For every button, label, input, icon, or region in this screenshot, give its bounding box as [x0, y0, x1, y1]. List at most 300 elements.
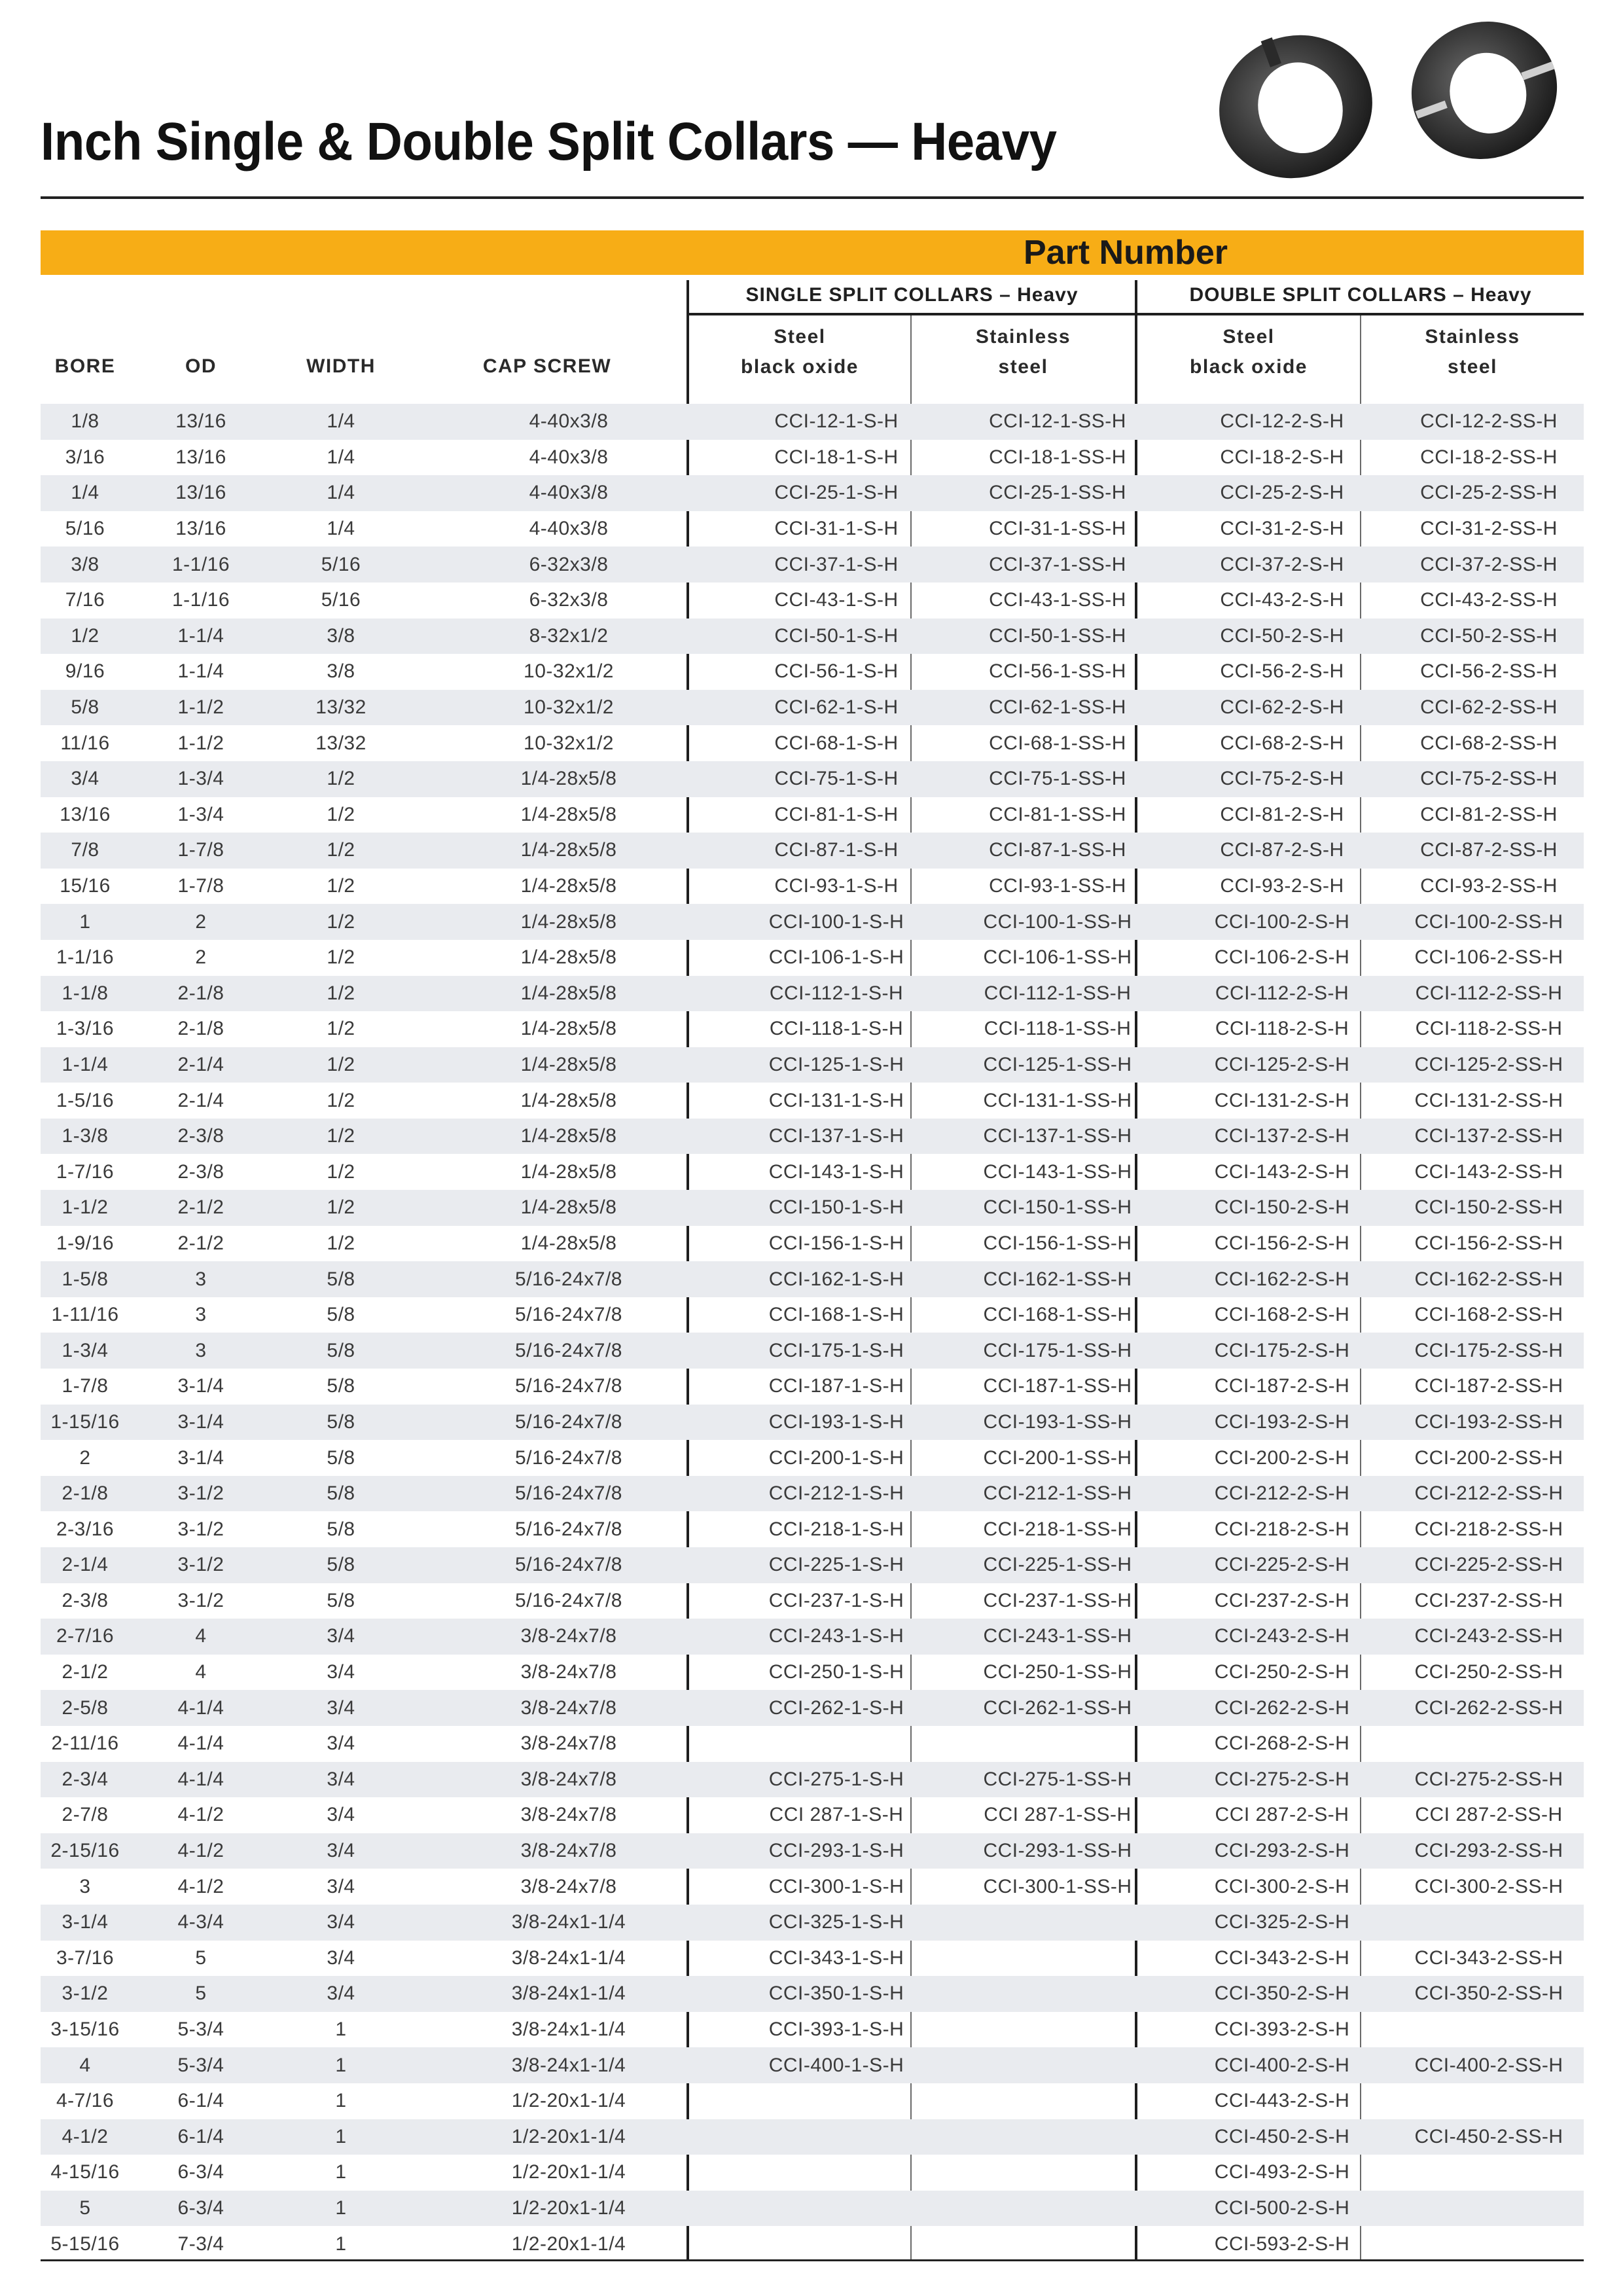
cell-single-steel: CCI-243-1-S-H — [768, 1625, 904, 1647]
cell-od: 2-3/8 — [177, 1125, 224, 1147]
cell-od: 13/16 — [175, 482, 226, 504]
cell-bore: 2-1/2 — [62, 1661, 109, 1683]
cell-width: 1/2 — [327, 946, 355, 969]
cell-width: 1/2 — [327, 1125, 355, 1147]
cell-double-stainless: CCI-200-2-SS-H — [1414, 1446, 1563, 1469]
cell-single-steel: CCI-18-1-S-H — [774, 446, 899, 468]
cell-double-stainless: CCI-50-2-SS-H — [1420, 624, 1558, 647]
cell-od: 5-3/4 — [177, 2018, 224, 2041]
cell-cap-screw: 1/4-28x5/8 — [520, 1125, 617, 1147]
cell-single-stainless: CCI-300-1-SS-H — [983, 1875, 1132, 1897]
cell-double-steel: CCI-112-2-S-H — [1215, 982, 1349, 1004]
cell-bore: 2-7/8 — [62, 1804, 109, 1826]
cell-bore: 1-15/16 — [50, 1410, 120, 1433]
col-header-bore: BORE — [54, 355, 116, 377]
col-header-od: OD — [185, 355, 217, 377]
cell-double-stainless: CCI-237-2-SS-H — [1414, 1589, 1563, 1611]
table-row — [41, 904, 1584, 940]
cell-cap-screw: 5/16-24x7/8 — [515, 1304, 622, 1326]
cell-double-steel: CCI-156-2-S-H — [1214, 1232, 1350, 1254]
cell-bore: 1-1/8 — [62, 982, 109, 1004]
cell-width: 5/8 — [327, 1304, 355, 1326]
cell-od: 7-3/4 — [177, 2233, 224, 2255]
cell-width: 1/4 — [327, 482, 355, 504]
cell-single-steel: CCI-68-1-S-H — [774, 732, 899, 754]
cell-double-steel: CCI-250-2-S-H — [1214, 1661, 1350, 1683]
cell-single-steel: CCI-293-1-S-H — [768, 1840, 904, 1862]
cell-od: 4-1/4 — [177, 1732, 224, 1755]
cell-single-stainless: CCI-150-1-SS-H — [983, 1196, 1132, 1219]
cell-cap-screw: 4-40x3/8 — [529, 482, 609, 504]
cell-single-steel: CCI-400-1-S-H — [768, 2054, 904, 2076]
cell-double-stainless: CCI-56-2-SS-H — [1420, 660, 1558, 683]
cell-width: 3/8 — [327, 624, 355, 647]
cell-width: 5/8 — [327, 1554, 355, 1576]
table-row — [41, 1011, 1584, 1047]
cell-cap-screw: 1/4-28x5/8 — [520, 1160, 617, 1183]
cell-width: 1/4 — [327, 518, 355, 540]
cell-bore: 1-1/4 — [62, 1053, 109, 1075]
cell-cap-screw: 1/2-20x1-1/4 — [511, 2125, 626, 2147]
cell-od: 3-1/2 — [177, 1554, 224, 1576]
table-row — [41, 833, 1584, 869]
cell-cap-screw: 4-40x3/8 — [529, 446, 609, 468]
col-header-cap-screw: CAP SCREW — [482, 355, 612, 377]
table-row — [41, 1511, 1584, 1547]
cell-single-steel: CCI-250-1-S-H — [768, 1661, 904, 1683]
cell-bore: 7/8 — [71, 839, 99, 861]
cell-single-stainless: CCI-31-1-SS-H — [989, 518, 1126, 540]
cell-od: 1-1/16 — [171, 589, 230, 611]
cell-od: 4-1/4 — [177, 1696, 224, 1719]
cell-cap-screw: 1/4-28x5/8 — [520, 1053, 617, 1075]
cell-single-stainless: CCI-18-1-SS-H — [989, 446, 1126, 468]
cell-single-steel: CCI-162-1-S-H — [768, 1268, 904, 1290]
cell-width: 1/2 — [327, 1232, 355, 1254]
cell-od: 3 — [195, 1268, 207, 1290]
cell-width: 1/2 — [327, 1160, 355, 1183]
table-row — [41, 1619, 1584, 1655]
cell-cap-screw: 1/4-28x5/8 — [520, 875, 617, 897]
cell-width: 3/4 — [327, 1625, 355, 1647]
cell-single-steel: CCI-187-1-S-H — [768, 1375, 904, 1397]
table-row — [41, 1976, 1584, 2012]
cell-single-stainless: CCI-243-1-SS-H — [983, 1625, 1132, 1647]
cell-cap-screw: 3/8-24x1-1/4 — [511, 1946, 626, 1969]
cell-single-stainless: CCI-237-1-SS-H — [983, 1589, 1132, 1611]
cell-double-steel: CCI-212-2-S-H — [1214, 1482, 1350, 1505]
cell-cap-screw: 1/4-28x5/8 — [520, 839, 617, 861]
cell-single-steel: CCI-100-1-S-H — [768, 910, 904, 933]
cell-double-steel: CCI-218-2-S-H — [1214, 1518, 1350, 1540]
cell-bore: 3-7/16 — [56, 1946, 115, 1969]
cell-double-steel: CCI-62-2-S-H — [1220, 696, 1344, 719]
cell-od: 3 — [195, 1339, 207, 1361]
cell-od: 13/16 — [175, 518, 226, 540]
cell-width: 3/8 — [327, 660, 355, 683]
cell-double-steel: CCI-225-2-S-H — [1214, 1554, 1350, 1576]
cell-od: 4-1/2 — [177, 1840, 224, 1862]
cell-od: 1-1/4 — [177, 660, 224, 683]
cell-double-steel: CCI-350-2-S-H — [1214, 1982, 1350, 2005]
table-row — [41, 1369, 1584, 1405]
cell-double-stainless: CCI-43-2-SS-H — [1420, 589, 1558, 611]
cell-double-steel: CCI-493-2-S-H — [1214, 2161, 1350, 2183]
double-stainless-line2: steel — [1448, 356, 1497, 378]
cell-od: 1-3/4 — [177, 768, 224, 790]
cell-od: 3-1/2 — [177, 1589, 224, 1611]
cell-double-stainless: CCI-106-2-SS-H — [1414, 946, 1563, 969]
cell-single-stainless: CCI-112-1-SS-H — [984, 982, 1132, 1004]
table-row — [41, 1333, 1584, 1369]
cell-single-steel: CCI-75-1-S-H — [774, 768, 899, 790]
cell-width: 3/4 — [327, 1696, 355, 1719]
cell-od: 6-3/4 — [177, 2161, 224, 2183]
cell-bore: 4-1/2 — [62, 2125, 109, 2147]
table-row — [41, 940, 1584, 976]
cell-cap-screw: 5/16-24x7/8 — [515, 1589, 622, 1611]
cell-single-stainless: CCI-106-1-SS-H — [983, 946, 1132, 969]
cell-od: 2-1/4 — [177, 1053, 224, 1075]
cell-double-stainless: CCI-118-2-SS-H — [1415, 1018, 1563, 1040]
cell-width: 1 — [335, 2197, 347, 2219]
cell-double-steel: CCI-237-2-S-H — [1214, 1589, 1350, 1611]
cell-bore: 1-9/16 — [56, 1232, 115, 1254]
cell-bore: 1/2 — [71, 624, 99, 647]
table-row — [41, 440, 1584, 476]
cell-od: 5 — [195, 1946, 207, 1969]
cell-double-stainless: CCI-400-2-SS-H — [1414, 2054, 1563, 2076]
cell-double-stainless: CCI-131-2-SS-H — [1414, 1089, 1563, 1111]
cell-double-stainless: CCI-150-2-SS-H — [1414, 1196, 1563, 1219]
table-row — [41, 1261, 1584, 1297]
cell-double-steel: CCI-37-2-S-H — [1220, 553, 1344, 575]
cell-double-steel: CCI-12-2-S-H — [1220, 410, 1344, 433]
cell-single-stainless: CCI-193-1-SS-H — [983, 1410, 1132, 1433]
cell-od: 6-1/4 — [177, 2125, 224, 2147]
double-collar-image — [1392, 12, 1577, 179]
cell-double-stainless: CCI-162-2-SS-H — [1414, 1268, 1563, 1290]
double-steel-line2: black oxide — [1190, 356, 1308, 378]
table-row — [41, 2012, 1584, 2048]
cell-bore: 11/16 — [60, 732, 110, 754]
cell-bore: 3-1/4 — [62, 1911, 109, 1933]
cell-double-steel: CCI-325-2-S-H — [1214, 1911, 1350, 1933]
cell-bore: 2-15/16 — [50, 1840, 120, 1862]
cell-double-steel: CCI-593-2-S-H — [1214, 2233, 1350, 2255]
cell-single-stainless: CCI-131-1-SS-H — [983, 1089, 1132, 1111]
cell-double-stainless: CCI-125-2-SS-H — [1414, 1053, 1563, 1075]
cell-od: 1-1/2 — [177, 696, 224, 719]
cell-cap-screw: 8-32x1/2 — [529, 624, 609, 647]
cell-single-steel: CCI-81-1-S-H — [774, 803, 899, 825]
cell-single-stainless: CCI-125-1-SS-H — [983, 1053, 1132, 1075]
cell-width: 3/4 — [327, 1661, 355, 1683]
cell-single-steel: CCI-118-1-S-H — [769, 1018, 904, 1040]
cell-single-stainless: CCI-212-1-SS-H — [983, 1482, 1132, 1505]
cell-double-steel: CCI-125-2-S-H — [1214, 1053, 1350, 1075]
cell-cap-screw: 3/8-24x7/8 — [520, 1875, 617, 1897]
cell-od: 2 — [195, 910, 207, 933]
cell-bore: 1-3/4 — [62, 1339, 109, 1361]
group-header-rule — [687, 313, 1584, 315]
collar-table-body — [41, 404, 1584, 2262]
cell-double-stainless: CCI-250-2-SS-H — [1414, 1661, 1563, 1683]
cell-single-steel: CCI-193-1-S-H — [768, 1410, 904, 1433]
cell-cap-screw: 5/16-24x7/8 — [515, 1518, 622, 1540]
cell-bore: 5/16 — [65, 518, 105, 540]
cell-cap-screw: 3/8-24x1-1/4 — [511, 2054, 626, 2076]
cell-single-stainless: CCI-93-1-SS-H — [989, 875, 1126, 897]
cell-double-steel: CCI-400-2-S-H — [1214, 2054, 1350, 2076]
cell-cap-screw: 1/2-20x1-1/4 — [511, 2090, 626, 2112]
cell-double-steel: CCI-81-2-S-H — [1220, 803, 1344, 825]
cell-cap-screw: 1/4-28x5/8 — [520, 1196, 617, 1219]
cell-single-stainless: CCI-200-1-SS-H — [983, 1446, 1132, 1469]
cell-double-steel: CCI-300-2-S-H — [1214, 1875, 1350, 1897]
cell-od: 3-1/4 — [177, 1446, 224, 1469]
col-header-double-stainless — [1361, 322, 1584, 382]
table-row — [41, 2047, 1584, 2083]
table-row — [41, 797, 1584, 833]
cell-width: 1/2 — [327, 1018, 355, 1040]
cell-bore: 2-5/8 — [62, 1696, 109, 1719]
cell-bore: 1-1/2 — [62, 1196, 109, 1219]
single-steel-line2: black oxide — [741, 356, 859, 378]
col-header-single-stainless — [912, 322, 1135, 382]
table-row — [41, 1762, 1584, 1798]
cell-width: 3/4 — [327, 1840, 355, 1862]
cell-single-stainless: CCI-275-1-SS-H — [983, 1768, 1132, 1790]
table-row — [41, 511, 1584, 547]
cell-double-stainless: CCI-37-2-SS-H — [1420, 553, 1558, 575]
cell-single-steel: CCI-25-1-S-H — [774, 482, 899, 504]
cell-od: 1-7/8 — [177, 875, 224, 897]
cell-width: 5/8 — [327, 1518, 355, 1540]
table-row — [41, 1083, 1584, 1119]
cell-double-steel: CCI-87-2-S-H — [1220, 839, 1344, 861]
cell-double-steel: CCI-31-2-S-H — [1220, 518, 1344, 540]
cell-double-steel: CCI-193-2-S-H — [1214, 1410, 1350, 1433]
cell-single-steel: CCI-93-1-S-H — [774, 875, 899, 897]
cell-double-steel: CCI-268-2-S-H — [1214, 1732, 1350, 1755]
cell-width: 5/8 — [327, 1375, 355, 1397]
cell-od: 3-1/4 — [177, 1410, 224, 1433]
cell-bore: 1 — [79, 910, 91, 933]
cell-single-steel: CCI-31-1-S-H — [774, 518, 899, 540]
table-row — [41, 1655, 1584, 1691]
cell-double-steel: CCI-143-2-S-H — [1214, 1160, 1350, 1183]
cell-width: 3/4 — [327, 1982, 355, 2005]
table-row — [41, 725, 1584, 761]
cell-width: 3/4 — [327, 1804, 355, 1826]
cell-width: 5/8 — [327, 1268, 355, 1290]
cell-cap-screw: 5/16-24x7/8 — [515, 1375, 622, 1397]
cell-width: 3/4 — [327, 1911, 355, 1933]
cell-bore: 1-11/16 — [51, 1304, 119, 1326]
cell-od: 2-3/8 — [177, 1160, 224, 1183]
cell-width: 1 — [335, 2018, 347, 2041]
cell-width: 1/2 — [327, 1053, 355, 1075]
cell-od: 3 — [195, 1304, 207, 1326]
table-row — [41, 2155, 1584, 2191]
cell-single-steel: CCI-56-1-S-H — [774, 660, 899, 683]
cell-single-stainless: CCI-262-1-SS-H — [983, 1696, 1132, 1719]
cell-bore: 2-3/8 — [62, 1589, 109, 1611]
cell-single-steel: CCI-175-1-S-H — [768, 1339, 904, 1361]
cell-single-steel: CCI-50-1-S-H — [774, 624, 899, 647]
cell-od: 2-1/2 — [177, 1196, 224, 1219]
table-row — [41, 475, 1584, 511]
cell-double-stainless: CCI-68-2-SS-H — [1420, 732, 1558, 754]
cell-double-steel: CCI-293-2-S-H — [1214, 1840, 1350, 1862]
cell-double-steel: CCI-18-2-S-H — [1220, 446, 1344, 468]
cell-double-stainless: CCI-112-2-SS-H — [1415, 982, 1563, 1004]
cell-double-steel: CCI-106-2-S-H — [1214, 946, 1350, 969]
cell-double-stainless: CCI-156-2-SS-H — [1414, 1232, 1563, 1254]
cell-single-steel: CCI-343-1-S-H — [768, 1946, 904, 1969]
cell-width: 1/2 — [327, 910, 355, 933]
cell-single-stainless: CCI-118-1-SS-H — [984, 1018, 1132, 1040]
cell-bore: 2-11/16 — [51, 1732, 119, 1755]
cell-single-steel: CCI-262-1-S-H — [768, 1696, 904, 1719]
cell-bore: 2-1/8 — [62, 1482, 109, 1505]
table-row — [41, 1941, 1584, 1977]
cell-double-steel: CCI-275-2-S-H — [1214, 1768, 1350, 1790]
cell-cap-screw: 1/4-28x5/8 — [520, 768, 617, 790]
single-steel-line1: Steel — [774, 326, 826, 348]
cell-bore: 3/4 — [71, 768, 99, 790]
cell-od: 4 — [195, 1661, 207, 1683]
cell-width: 13/32 — [315, 732, 366, 754]
cell-single-steel: CCI-43-1-S-H — [774, 589, 899, 611]
cell-double-steel: CCI-43-2-S-H — [1220, 589, 1344, 611]
cell-cap-screw: 3/8-24x7/8 — [520, 1661, 617, 1683]
cell-single-steel: CCI-150-1-S-H — [768, 1196, 904, 1219]
cell-bore: 1-3/16 — [56, 1018, 115, 1040]
cell-single-stainless: CCI 287-1-SS-H — [984, 1804, 1132, 1826]
cell-double-steel: CCI-56-2-S-H — [1220, 660, 1344, 683]
cell-double-stainless: CCI-168-2-SS-H — [1414, 1304, 1563, 1326]
cell-single-steel: CCI-218-1-S-H — [768, 1518, 904, 1540]
cell-single-steel: CCI-393-1-S-H — [768, 2018, 904, 2041]
cell-cap-screw: 3/8-24x7/8 — [520, 1804, 617, 1826]
table-row — [41, 2191, 1584, 2227]
cell-width: 1 — [335, 2054, 347, 2076]
single-stainless-line2: steel — [998, 356, 1048, 378]
cell-single-steel: CCI-131-1-S-H — [768, 1089, 904, 1111]
table-bottom-rule — [41, 2259, 1584, 2261]
cell-single-steel: CCI-156-1-S-H — [768, 1232, 904, 1254]
cell-double-stainless: CCI-75-2-SS-H — [1420, 768, 1558, 790]
cell-od: 4-1/2 — [177, 1875, 224, 1897]
cell-double-steel: CCI-131-2-S-H — [1214, 1089, 1350, 1111]
cell-double-stainless: CCI-143-2-SS-H — [1414, 1160, 1563, 1183]
cell-bore: 4 — [79, 2054, 91, 2076]
cell-double-stainless: CCI-31-2-SS-H — [1420, 518, 1558, 540]
cell-bore: 2-7/16 — [56, 1625, 115, 1647]
double-split-group-header: DOUBLE SPLIT COLLARS – Heavy — [1189, 284, 1532, 306]
cell-width: 1 — [335, 2161, 347, 2183]
cell-double-stainless: CCI-243-2-SS-H — [1414, 1625, 1563, 1647]
cell-double-stainless: CCI-100-2-SS-H — [1414, 910, 1563, 933]
cell-single-steel: CCI-237-1-S-H — [768, 1589, 904, 1611]
cell-double-stainless: CCI-81-2-SS-H — [1420, 803, 1558, 825]
cell-width: 1 — [335, 2233, 347, 2255]
cell-single-steel: CCI-62-1-S-H — [774, 696, 899, 719]
part-number-heading: Part Number — [1023, 234, 1228, 272]
col-header-width: WIDTH — [306, 355, 376, 377]
cell-single-stainless: CCI-293-1-SS-H — [983, 1840, 1132, 1862]
cell-cap-screw: 1/4-28x5/8 — [520, 1018, 617, 1040]
cell-cap-screw: 3/8-24x7/8 — [520, 1840, 617, 1862]
single-collar-image — [1211, 12, 1393, 195]
cell-cap-screw: 1/4-28x5/8 — [520, 910, 617, 933]
cell-od: 3-1/2 — [177, 1482, 224, 1505]
table-row — [41, 1226, 1584, 1262]
cell-od: 2-1/4 — [177, 1089, 224, 1111]
table-row — [41, 1690, 1584, 1726]
table-row — [41, 1154, 1584, 1190]
cell-cap-screw: 1/4-28x5/8 — [520, 1089, 617, 1111]
cell-single-stainless: CCI-137-1-SS-H — [983, 1125, 1132, 1147]
cell-cap-screw: 3/8-24x1-1/4 — [511, 1982, 626, 2005]
part-number-bar — [41, 230, 1584, 275]
cell-double-steel: CCI-137-2-S-H — [1214, 1125, 1350, 1147]
cell-width: 5/8 — [327, 1410, 355, 1433]
cell-width: 5/8 — [327, 1339, 355, 1361]
cell-od: 1-1/16 — [171, 553, 230, 575]
cell-double-stainless: CCI-218-2-SS-H — [1414, 1518, 1563, 1540]
cell-single-stainless: CCI-168-1-SS-H — [983, 1304, 1132, 1326]
cell-od: 4-1/4 — [177, 1768, 224, 1790]
col-header-single-steel — [689, 322, 910, 382]
cell-double-stainless: CCI-350-2-SS-H — [1414, 1982, 1563, 2005]
cell-double-stainless: CCI-137-2-SS-H — [1414, 1125, 1563, 1147]
table-row — [41, 619, 1584, 655]
cell-od: 6-3/4 — [177, 2197, 224, 2219]
cell-od: 13/16 — [175, 446, 226, 468]
cell-single-steel: CCI-275-1-S-H — [768, 1768, 904, 1790]
cell-double-stainless: CCI-300-2-SS-H — [1414, 1875, 1563, 1897]
cell-single-stainless: CCI-187-1-SS-H — [983, 1375, 1132, 1397]
cell-width: 1/2 — [327, 1196, 355, 1219]
cell-double-steel: CCI-262-2-S-H — [1214, 1696, 1350, 1719]
double-stainless-line1: Stainless — [1425, 326, 1520, 348]
cell-double-stainless: CCI-18-2-SS-H — [1420, 446, 1558, 468]
table-row — [41, 583, 1584, 619]
cell-width: 13/32 — [315, 696, 366, 719]
table-row — [41, 761, 1584, 797]
cell-single-steel: CCI-200-1-S-H — [768, 1446, 904, 1469]
cell-bore: 3-15/16 — [50, 2018, 120, 2041]
cell-double-steel: CCI-93-2-S-H — [1220, 875, 1344, 897]
cell-od: 5-3/4 — [177, 2054, 224, 2076]
table-row — [41, 690, 1584, 726]
cell-width: 5/8 — [327, 1482, 355, 1505]
cell-width: 1/2 — [327, 875, 355, 897]
table-row — [41, 869, 1584, 905]
cell-cap-screw: 5/16-24x7/8 — [515, 1446, 622, 1469]
cell-double-steel: CCI-200-2-S-H — [1214, 1446, 1350, 1469]
cell-od: 1-1/4 — [177, 624, 224, 647]
cell-double-stainless: CCI-87-2-SS-H — [1420, 839, 1558, 861]
cell-single-steel: CCI-37-1-S-H — [774, 553, 899, 575]
cell-width: 1/2 — [327, 839, 355, 861]
table-row — [41, 976, 1584, 1012]
cell-cap-screw: 6-32x3/8 — [529, 553, 609, 575]
cell-bore: 1-5/16 — [56, 1089, 115, 1111]
